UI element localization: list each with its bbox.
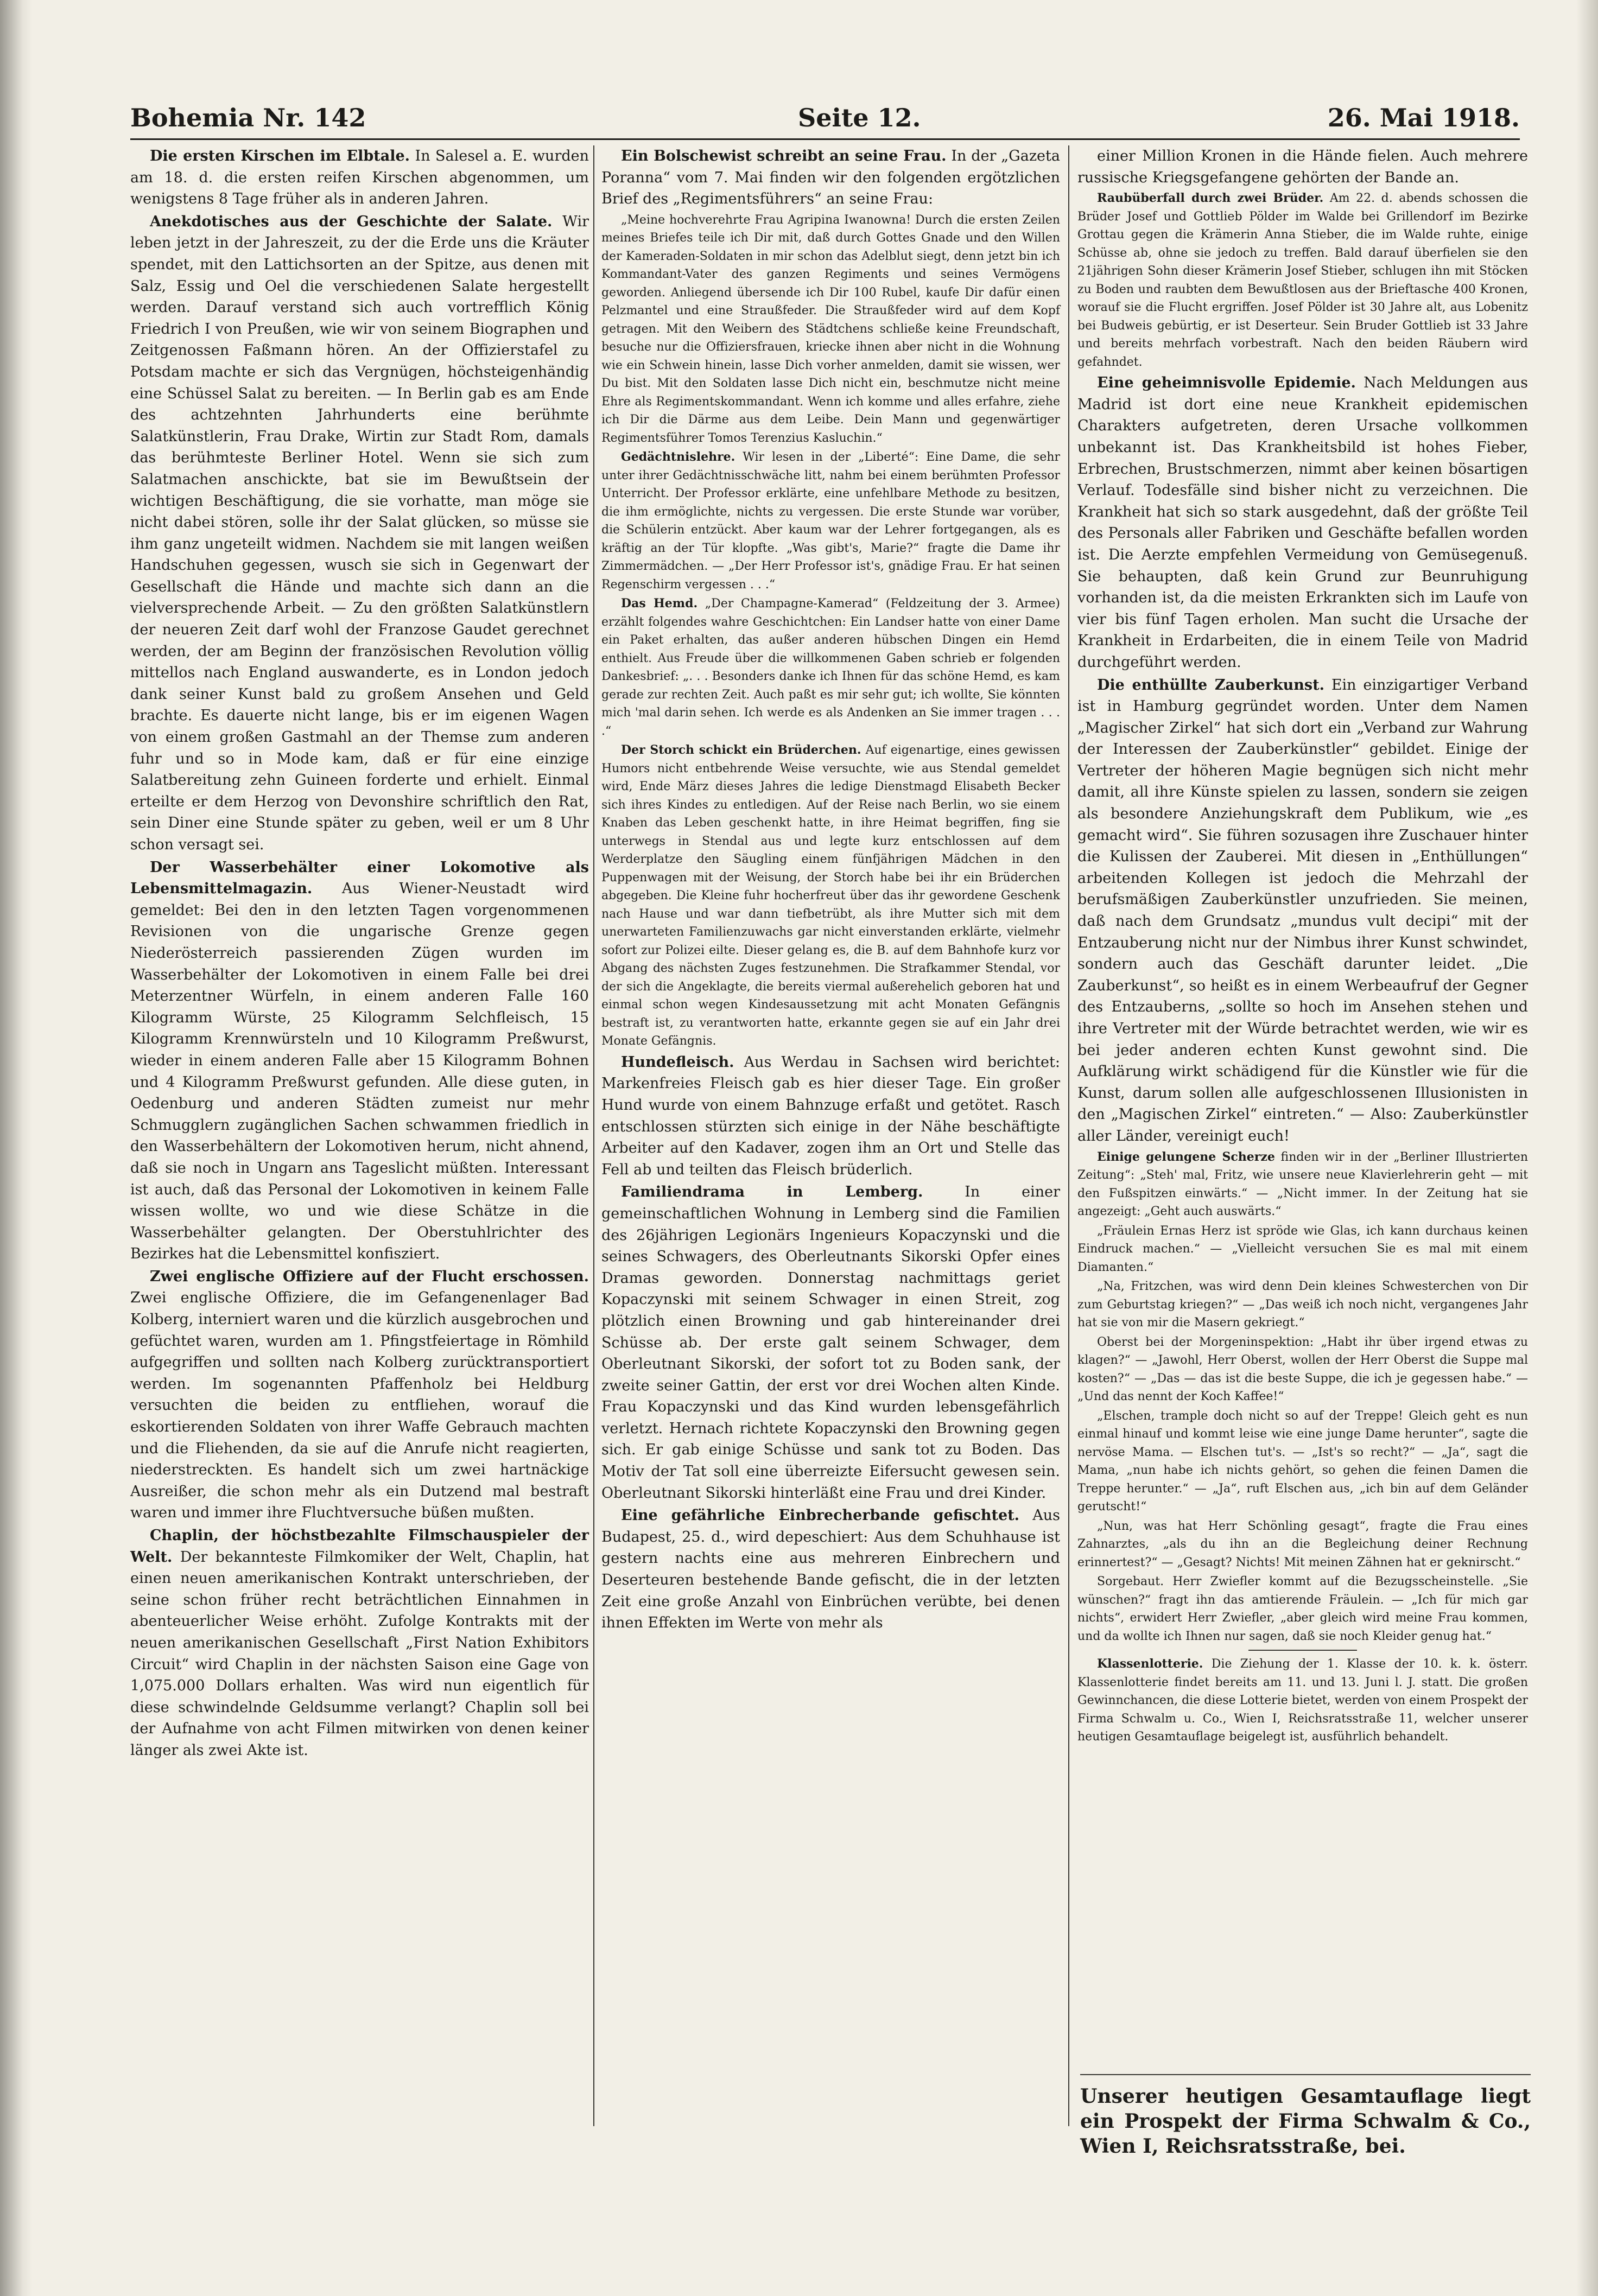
header-date: 26. Mai 1918. xyxy=(1327,103,1520,132)
article-offiziere xyxy=(130,1266,589,1524)
article-title: Ein Bolschewist schreibt an seine Frau. xyxy=(621,148,947,164)
article-einbrecherbande xyxy=(601,1505,1060,1634)
section-divider xyxy=(1248,1650,1357,1651)
page-edge-left xyxy=(0,0,33,2296)
article-raubueberfall xyxy=(1077,189,1528,371)
article-title: Familiendrama in Lemberg. xyxy=(621,1184,923,1201)
article-salate xyxy=(130,211,589,856)
article-body: Wir lesen in der „Liberté“: Eine Dame, die sehr unter ihrer Gedächtnisschwäche litt, nahm bei einem berühmten Professor Unterricht. Der Professor erklärte, eine unfehlbare Methode zu besitzen, die ihm ermöglichte, nichts zu vergessen. Die erste Stunde war vorüber, die Schülerin entzückt. Aber kaum war der Lehrer fortgegangen, als es kräftig an der Tür klopfte. „Was gibt's, Marie?“ fragte die Dame ihr Zimmermädchen. — „Der Herr Professor ist's, gnädige Frau. Er hat seinen Regenschirm vergessen . . .“ xyxy=(601,450,1061,592)
article-body: Ein einzigartiger Verband ist in Hamburg gegründet worden. Unter dem Namen „Magischer Zirkel“ hat sich dort ein „Verband zur Wahrung der Interessen der Zauberkünstler“ gebildet. Einige der Vertreter der höheren Magie begnügen sich nicht mehr damit, all ihre Künste spielen zu lassen, sondern sie zeigen als besondere Anziehungskraft dem Publikum, wie „es gemacht wird“. Sie führen sozusagen ihre Zuschauer hinter die Kulissen der Zauberei. Mit diesen in „Enthüllungen“ arbeitenden Kollegen ist jedoch die Mehrzahl der berufsmäßigen Zauberkünstler unzufrieden. Sie meinen, daß nach dem Grundsatz „mundus vult decipi“ mit der Entzauberung nicht nur der Nimbus ihrer Kunst schwindet, sondern auch das Geschäft darunter leidet. „Die Zauberkunst“, so heißt es in einem Werbeaufruf der Gegner des Entzauberns, „sollte so hoch im Ansehen stehen und ihre Vertreter mit der Würde betrachtet werden, wie wir es bei jeder anderen echten Kunst gewohnt sind. Die Aufklärung wirkt schädigend für die Künstler wie für die Kunst, darum sollen alle aufgeschlossenen Illusionisten in den „Magischen Zirkel“ eintreten.“ — Also: Zauberkünstler aller Länder, vereinigt euch! xyxy=(1077,676,1528,1144)
joke-item: „Fräulein Ernas Herz ist spröde wie Glas, ich kann durchaus keinen Eindruck machen.“ — „Vielleicht versuchen Sie es mal mit einem Diamanten.“ xyxy=(1077,1224,1528,1274)
article-bolschewist xyxy=(601,145,1060,210)
column-2 xyxy=(601,145,1060,2110)
article-hundefleisch xyxy=(601,1052,1060,1181)
article-epidemie xyxy=(1077,372,1528,673)
article-title: Die ersten Kirschen im Elbtale. xyxy=(150,148,410,164)
advertisement-rule xyxy=(1080,2074,1531,2075)
article-gedaechtnislehre xyxy=(601,448,1060,594)
article-title: Eine geheimnisvolle Epidemie. xyxy=(1097,374,1356,392)
joke-item: Oberst bei der Morgeninspektion: „Habt ihr über irgend etwas zu klagen?“ — „Jawohl, Herr Oberst, wollen der Herr Oberst die Suppe mal kosten?“ — „Das — das ist die beste Suppe, die ich je gegessen habe.“ — „Und das nennt der Koch Kaffee!“ xyxy=(1077,1335,1528,1404)
article-klassenlotterie xyxy=(1077,1655,1528,1746)
article-chaplin xyxy=(130,1525,589,1761)
article-body: Aus Budapest, 25. d., wird depeschiert: Aus dem Schuhhause ist gestern nachts eine aus mehreren Einbrechern und Deserteuren bestehende Bande gefischt, die in der letzten Zeit eine große Anzahl von Einbrüchen verübte, bei denen ihnen Effekten im Werte von mehr als xyxy=(601,1507,1060,1632)
header-rule xyxy=(130,138,1520,140)
article-body: Nach Meldungen aus Madrid ist dort eine neue Krankheit epidemischen Charakters aufgetreten, deren Ursache vollkommen unbekannt ist. Das Krankheitsbild ist hohes Fieber, Erbrechen, Brustschmerzen, nimmt aber keinen bösartigen Verlauf. Todesfälle sind bisher nicht zu verzeichnen. Die Krankheit hat sich so stark ausgedehnt, daß der größte Teil des Personals aller Fabriken und Geschäfte befallen worden ist. Die Aerzte empfehlen Vermeidung von Gemüsegenuß. Sie behaupten, daß kein Grund zur Beunruhigung vorhanden ist, da die meisten Erkrankten sich im Laufe von vier bis fünf Tagen erholen. Man sucht die Ursache der Krankheit in Erdarbeiten, die in einem Teile von Madrid durchgeführt werden. xyxy=(1077,374,1528,671)
header-newspaper-issue: Bohemia Nr. 142 xyxy=(130,103,366,132)
joke-item: „Na, Fritzchen, was wird denn Dein kleines Schwesterchen von Dir zum Geburtstag kriegen?“ — „Das weiß ich noch nicht, vergangenes Jahr hat sie von mir die Masern gekriegt.“ xyxy=(1077,1280,1528,1330)
article-body: Der bekannteste Filmkomiker der Welt, Chaplin, hat einen neuen amerikanischen Kontrakt unterschrieben, der seine schon früher recht beträchtlichen Einnahmen in abenteuerlicher Weise erhöht. Zufolge Kontrakts mit der neuen amerikanischen Gesellschaft „First Nation Exhibitors Circuit“ wird Chaplin in der nächsten Saison eine Gage von 1,075.000 Dollars erhalten. Was wird nun eigentlich für diese schwindelnde Geldsumme verlangt? Chaplin soll bei der Aufnahme von acht Filmen mitwirken von denen keiner länger als zwei Akte ist. xyxy=(130,1548,589,1759)
joke-item: Sorgebaut. Herr Zwiefler kommt auf die Bezugsscheinstelle. „Sie wünschen?“ fragt ihn das amtierende Fräulein. — „Ich für mich gar nichts“, erwidert Herr Zwiefler, „aber gleich wird meine Frau kommen, und da wollte ich Ihnen nur sagen, daß sie noch Kleider genug hat.“ xyxy=(1077,1575,1528,1643)
article-zauberkunst xyxy=(1077,675,1528,1147)
article-title: Anekdotisches aus der Geschichte der Salate. xyxy=(150,213,553,230)
article-scherze xyxy=(1077,1148,1528,1221)
column-divider xyxy=(1068,145,1069,2126)
column-1 xyxy=(130,145,589,2110)
article-body: Zwei englische Offiziere, die im Gefangenenlager Bad Kolberg, interniert waren und die kürzlich ausgebrochen und gefüchtet waren, wurden am 1. Pfingstfeiertage in Römhild aufgegriffen und sollten nach Kolberg zurücktransportiert werden. Im sogenannten Pfaffenholz bei Heldburg versuchten die beiden zu entfliehen, worauf die eskortierenden Soldaten von ihrer Waffe Gebrauch machten und die Fliehenden, da sie auf die Anrufe nicht reagierten, niederstreckten. Es handelt sich um zwei hartnäckige Ausreißer, die schon mehr als ein Dutzend mal bestraft waren und immer ihre Fluchtversuche büßen mußten. xyxy=(130,1289,589,1522)
article-hemd xyxy=(601,595,1060,740)
paper-stain xyxy=(662,640,695,662)
article-title: Das Hemd. xyxy=(621,596,698,611)
article-title: Der Storch schickt ein Brüderchen. xyxy=(621,743,861,758)
article-title: Klassenlotterie. xyxy=(1097,1657,1203,1671)
article-body: In der „Gazeta Poranna“ vom 7. Mai finden wir den folgenden ergötzlichen Brief des „Regimentsführers“ an seine Frau: xyxy=(601,148,1060,208)
article-body: Aus Werdau in Sachsen wird berichtet: Markenfreies Fleisch gab es hier dieser Tage. Ein großer Hund wurde von einem Bahnzuge erfaßt und getötet. Rasch entschlossen stürzten sich einige in der Nähe beschäftigte Arbeiter auf den Kadaver, zogen ihm an Ort und Stelle das Fell ab und teilten das Fleisch brüderlich. xyxy=(601,1053,1060,1178)
column-divider xyxy=(593,145,594,2126)
page-header xyxy=(130,103,1520,147)
article-title: Raubüberfall durch zwei Brüder. xyxy=(1097,191,1324,206)
page-edge-right xyxy=(1576,0,1598,2296)
article-body: Die Ziehung der 1. Klasse der 10. k. k. österr. Klassenlotterie findet bereits am 11. und 13. Juni l. J. statt. Die großen Gewinnchancen, die diese Lotterie bietet, werden von einem Prospekt der Firma Schwalm u. Co., Wien I, Reichsratsstraße 11, welcher unserer heutigen Gesamtauflage beigelegt ist, ausführlich behandelt. xyxy=(1077,1657,1529,1744)
paper-stain xyxy=(1357,1411,1400,1438)
article-storch xyxy=(601,741,1060,1051)
article-body: Wir leben jetzt in der Jahreszeit, zu der die Erde uns die Kräuter spendet, mit den Lattichsorten an der Spitze, aus denen mit Salz, Essig und Oel die verschiedenen Salate hergestellt werden. Darauf verstand sich auch vortrefflich König Friedrich I von Preußen, wie wir von seinem Biographen und Zeitgenossen Faßmann hören. An der Offizierstafel zu Potsdam machte er sich das Vergnügen, höchsteigenhändig eine Schüssel Salat zu bereiten. — In Berlin gab es am Ende des achtzehnten Jahrhunderts eine berühmte Salatkünstlerin, Frau Drake, Wirtin zur Stadt Rom, damals das berühmteste Berliner Hotel. Wenn sie sich zum Salatmachen anschickte, bat sie im Bewußtsein der wichtigen Beschäftigung, die sie vorhatte, man möge sie nicht dabei stören, solle ihr der Salat glücken, so müsse sie ihm ganz ungeteilt widmen. Nachdem sie mit langen weißen Handschuhen gegessen, wusch sie sich in Gegenwart der Gesellschaft die Hände und machte sich dann an die vielversprechende Arbeit. — Zu den größten Salatkünstlern der neueren Zeit darf wohl der Franzose Gaudet gerechnet werden, der am Beginn der französischen Revolution völlig mittellos nach England auswanderte, es in London jedoch dank seiner Kunst bald zu großem Ansehen und Geld brachte. Es dauerte nicht lange, bis er im eigenen Wagen von einem großen Gastmahl an der Themse zum anderen fuhr und so in Mode kam, daß er für eine einzige Salatbereitung zehn Guineen forderte und erhielt. Einmal erteilte er dem Herzog von Devonshire schriftlich den Rat, sein Diner eine Stunde später zu geben, weil er um 8 Uhr schon versagt sei. xyxy=(130,213,589,853)
advertisement-notice: Unserer heutigen Gesamtauflage liegt ein Prospekt der Firma Schwalm & Co., Wien I, Reichsratsstraße, bei. xyxy=(1080,2085,1531,2158)
article-title: Zwei englische Offiziere auf der Flucht erschossen. xyxy=(150,1268,589,1285)
article-body: finden wir in der „Berliner Illustrierten Zeitung“: „Steh' mal, Fritz, wie unsere neue Klavierlehrerin geht — mit den Fußspitzen einwärts.“ — „Nicht immer. In der Zeitung hat sie angezeigt: „Geht auch auswärts.“ xyxy=(1077,1150,1528,1219)
article-body: „Der Champagne-Kamerad“ (Feldzeitung der 3. Armee) erzählt folgendes wahre Geschichtchen: Ein Landser hatte von einer Dame ein Paket erhalten, das außer anderen hübschen Dingen ein Hemd enthielt. Aus Freude über die willkommenen Gaben schrieb er folgenden Dankesbrief: „. . . Besonders danke ich Ihnen für das schöne Hemd, es kam gerade zur rechten Zeit. Auch paßt es mir sehr gut; ich wollte, Sie könnten mich 'mal darin sehen. Ich werde es als Andenken an Sie immer tragen . . . .“ xyxy=(601,597,1060,738)
article-familiendrama xyxy=(601,1181,1060,1504)
article-title: Gedächtnislehre. xyxy=(621,450,735,465)
article-body: In Salesel a. E. wurden am 18. d. die ersten reifen Kirschen abgenommen, um wenigstens 8 Tage früher als in anderen Jahren. xyxy=(130,148,589,208)
article-body: Am 22. d. abends schossen die Brüder Josef und Gottlieb Pölder im Walde bei Grillendorf im Bezirke Grottau gegen die Krämerin Anna Stieber, die im Walde ruhte, einige Schüsse ab, ohne sie jedoch zu treffen. Bald darauf überfielen sie den 21jährigen Sohn dieser Krämerin Josef Stieber, schlugen ihn mit Stöcken zu Boden und raubten dem Bewußtlosen aus der Brieftasche 400 Kronen, worauf sie die Flucht ergriffen. Josef Pölder ist 30 Jahre alt, aus Lobenitz bei Budweis gebürtig, er ist Deserteur. Sein Bruder Gottlieb ist 33 Jahre und bereits mehrfach vorbestraft. Nach den beiden Räubern wird gefahndet. xyxy=(1077,192,1528,369)
article-body: Aus Wiener-Neustadt wird gemeldet: Bei den in den letzten Tagen vorgenommenen Revisionen von die ungarische Grenze gegen Niederösterreich passierenden Zügen wurden im Wasserbehälter der Lokomotiven in einem Falle bei drei Meterzentner Würfeln, in einem anderen Falle 160 Kilogramm Würste, 25 Kilogramm Selchfleisch, 15 Kilogramm Krennwürsteln und 10 Kilogramm Preßwurst, wieder in einem anderen Falle aber 15 Kilogramm Bohnen und 4 Kilogramm Preßwurst gefunden. Alle diese guten, in Oedenburg und anderen Städten zumeist nur mehr Schmugglern zugänglichen Sachen schwammen friedlich in den Wasserbehältern der Lokomotiven herum, nicht ahnend, daß sie noch in Ungarn ans Tageslicht müßten. Interessant ist auch, daß das Personal der Lokomotiven in keinem Falle wissen wollte, wo und wie diese Schätze in die Wasserbehälter gelangten. Der Oberstuhlrichter des Bezirkes hat die Lebensmittel konfisziert. xyxy=(130,880,589,1263)
article-bolschewist-letter: „Meine hochverehrte Frau Agripina Iwanowna! Durch die ersten Zeilen meines Briefes teile ich Dir mit, daß durch Gottes Gnade und den Willen der Kameraden-Soldaten in mir schon das Adelblut siegt, denn jetzt bin ich Kommandant-Vater des ganzen Regiments und seines Vermögens geworden. Anliegend übersende ich Dir 100 Rubel, kaufe Dir dafür einen Pelzmantel und eine Straußfeder. Die Straußfeder wird auf dem Kopf getragen. Mit den Weibern des Städtchens schließe keine Freundschaft, besuche nur die Offiziersfrauen, kriecke ihnen aber nicht in die Wohnung wie ein Schwein hinein, lasse Dich vorher anmelden, damit sie wissen, wer Du bist. Mit den Soldaten lasse Dich nicht ein, beschmutze nicht meine Ehre als Regimentskommandant. Wenn ich komme und alles erfahre, ziehe ich Dir die Därme aus dem Leibe. Dein Mann und gegenwärtiger Regimentsführer Tomos Terenzius Kasluchin.“ xyxy=(601,213,1060,445)
column-3 xyxy=(1077,145,1528,2045)
article-title: Einige gelungene Scherze xyxy=(1097,1149,1275,1164)
article-title: Eine gefährliche Einbrecherbande gefischtet. xyxy=(621,1507,1020,1524)
article-body: In einer gemeinschaftlichen Wohnung in Lemberg sind die Familien des 26jährigen Legionärs Ingenieurs Kopaczynski und die seines Schwagers, des Oberleutnants Sikorski Opfer eines Dramas geworden. Donnerstag nachmittags geriet Kopaczynski mit seinem Schwager in einen Streit, zog plötzlich einen Browning und gab hintereinander drei Schüsse ab. Der erste galt seinem Schwager, dem Oberleutnant Sikorski, der sofort tot zu Boden sank, der zweite seiner Gattin, der erst vor drei Wochen alten Kinde. Frau Kopaczynski und das Kind wurden lebensgefährlich verletzt. Hernach richtete Kopaczynski den Browning gegen sich. Er gab einige Schüsse und sank tot zu Boden. Das Motiv der Tat soll eine überreizte Eifersucht gewesen sein. Oberleutnant Sikorski hinterläßt eine Frau und drei Kinder. xyxy=(601,1184,1060,1502)
article-title: Die enthüllte Zauberkunst. xyxy=(1097,676,1324,694)
article-body: Auf eigenartige, eines gewissen Humors nicht entbehrende Weise versuchte, wie aus Stendal gemeldet wird, Ende März dieses Jahres die ledige Dienstmagd Elisabeth Becker sich ihres Kindes zu entledigen. Auf der Reise nach Berlin, wo sie einem Knaben das Leben geschenkt hatte, in ihre Heimat begriffen, fing sie unterwegs in Stendal aus und legte kurz entschlossen auf dem Werderplatze den Säugling einem fünfjährigen Mädchen in den Puppenwagen mit der Weisung, der Storch habe bei ihr ein Brüderchen abgegeben. Die Kleine fuhr hocherfreut über das ihr gewordene Geschenk nach Hause und war dann tiefbetrübt, als ihre Mutter sich mit dem unerwarteten Familienzuwachs gar nicht einverstanden erklärte, vielmehr sofort zur Polizei eilte. Dieser gelang es, die B. auf dem Bahnhofe kurz vor Abgang des nächsten Zuges festzunehmen. Die Strafkammer Stendal, vor der sich die Angeklagte, die bereits viermal außerehelich geboren hat und einmal schon wegen Kindesaussetzung mit acht Monaten Gefängnis bestraft ist, zu verantworten hatte, erkannte gegen sie auf ein Jahr drei Monate Gefängnis. xyxy=(601,743,1060,1048)
article-einbrecherbande-continued: einer Million Kronen in die Hände fielen. Auch mehrere russische Kriegsgefangene gehörten der Bande an. xyxy=(1077,148,1528,186)
article-lokomotive xyxy=(130,857,589,1265)
header-page-number: Seite 12. xyxy=(798,103,921,132)
article-kirschen xyxy=(130,145,589,210)
article-title: Hundefleisch. xyxy=(621,1053,734,1071)
article-title: Chaplin, der höchstbezahlte Filmschauspieler der Welt. xyxy=(130,1527,589,1566)
joke-item: „Elschen, trample doch nicht so auf der Treppe! Gleich geht es nun einmal hinauf und kommt leise wie eine junge Dame herunter“, sagte die nervöse Mama. — Elschen tut's. — „Ist's so recht?“ — „Ja“, sagt die Mama, „nun habe ich nichts gehört, so gehen die feinen Damen die Treppe herunter.“ — „Ja“, ruft Elschen aus, „ich bin auf dem Geländer gerutscht!“ xyxy=(1077,1409,1528,1514)
joke-item: „Nun, was hat Herr Schönling gesagt“, fragte die Frau eines Zahnarztes, „als du ihn an die Begleichung deiner Rechnung erinnertest?“ — „Gesagt? Nichts! Mit meinen Zähnen hat er geknirscht.“ xyxy=(1077,1519,1528,1569)
article-title: Der Wasserbehälter einer Lokomotive als Lebensmittelmagazin. xyxy=(130,858,589,898)
